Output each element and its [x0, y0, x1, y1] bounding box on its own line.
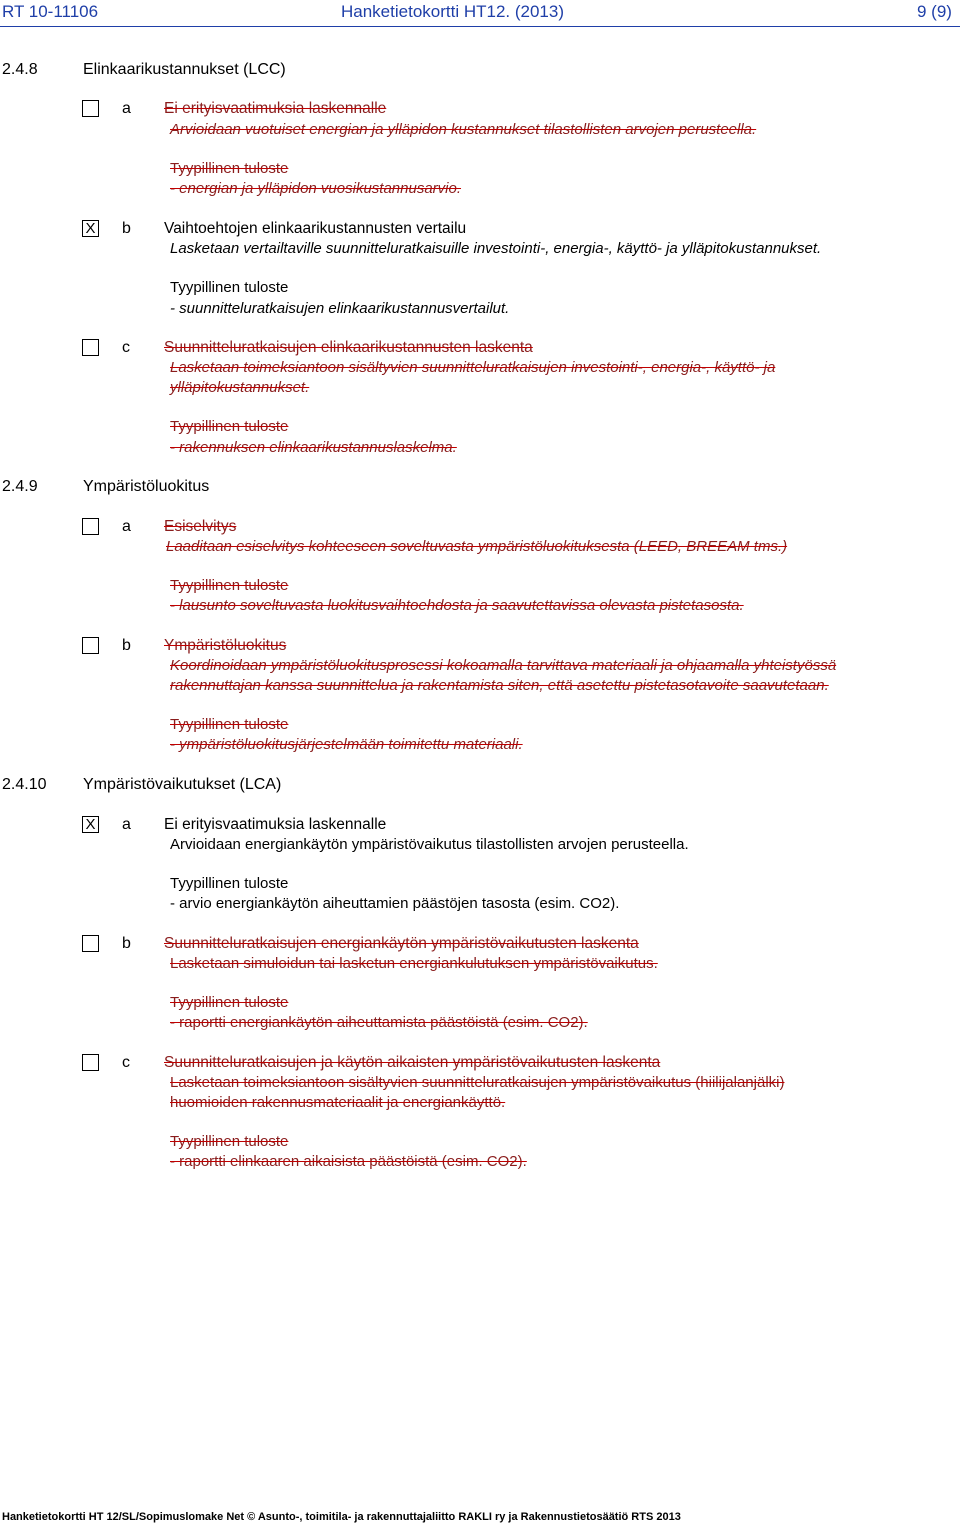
typical-output: - raportti elinkaaren aikaisista päästöistä (esim. CO2). — [170, 1153, 527, 1170]
checkbox-lca-c[interactable] — [82, 1054, 99, 1071]
option-description: Lasketaan vertailtaville suunnitteluratkaisuille investointi-, energia-, käyttö- ja ylläpitokustannukset. — [170, 240, 822, 257]
option-title: Suunnitteluratkaisujen elinkaarikustannusten laskenta — [164, 339, 533, 356]
typical-output-label: Tyypillinen tuloste — [170, 418, 289, 435]
option-description: Arvioidaan energiankäytön ympäristövaikutus tilastollisten arvojen perusteella. — [170, 836, 689, 853]
option-description: Lasketaan simuloidun tai lasketun energiankulutuksen ympäristövaikutus. — [170, 955, 658, 972]
option-description: Lasketaan toimeksiantoon sisältyvien suunnitteluratkaisujen ympäristövaikutus (hiilijalanjälki) — [170, 1074, 785, 1091]
typical-output-label: Tyypillinen tuloste — [170, 716, 289, 733]
typical-output: - lausunto soveltuvasta luokitusvaihtoehdosta ja saavutettavissa olevasta pistetasosta. — [170, 597, 744, 614]
section-title-2410: Ympäristövaikutukset (LCA) — [83, 776, 282, 793]
typical-output: - arvio energiankäytön aiheuttamien päästöjen tasosta (esim. CO2). — [170, 895, 620, 912]
typical-output: - energian ja ylläpidon vuosikustannusarvio. — [170, 180, 462, 197]
option-letter: a — [122, 518, 131, 535]
typical-output-label: Tyypillinen tuloste — [170, 279, 289, 296]
option-letter: a — [122, 100, 131, 117]
option-description: huomioiden rakennusmateriaalit ja energiankäyttö. — [170, 1094, 506, 1111]
option-letter: b — [122, 637, 131, 654]
checkbox-lcc-b[interactable]: X — [82, 220, 99, 237]
typical-output-label: Tyypillinen tuloste — [170, 577, 289, 594]
option-title: Vaihtoehtojen elinkaarikustannusten vertailu — [164, 220, 467, 237]
section-number-2410: 2.4.10 — [2, 776, 47, 793]
option-title: Ei erityisvaatimuksia laskennalle — [164, 816, 387, 833]
option-description: Arvioidaan vuotuiset energian ja ylläpidon kustannukset tilastollisten arvojen perusteella. — [170, 121, 757, 138]
section-number-248: 2.4.8 — [2, 61, 38, 78]
page-footer: Hanketietokortti HT 12/SL/Sopimuslomake Net © Asunto-, toimitila- ja rakennuttajaliitto RAKLI ry ja Rakennustietosäätiö RTS 2013 — [2, 1511, 681, 1523]
section-title-249: Ympäristöluokitus — [83, 478, 210, 495]
option-description: Koordinoidaan ympäristöluokitusprosessi kokoamalla tarvittava materiaali ja ohjaamalla yhteistyössä — [170, 657, 837, 674]
option-title: Ei erityisvaatimuksia laskennalle — [164, 100, 387, 117]
section-number-249: 2.4.9 — [2, 478, 38, 495]
document-code: RT 10-11106 — [2, 2, 99, 21]
option-title: Suunnitteluratkaisujen ja käytön aikaisten ympäristövaikutusten laskenta — [164, 1054, 661, 1071]
checkbox-env-a[interactable] — [82, 518, 99, 535]
option-description: ylläpitokustannukset. — [170, 379, 310, 396]
option-description: Laaditaan esiselvitys kohteeseen soveltuvasta ympäristöluokituksesta (LEED, BREEAM tms.) — [166, 538, 788, 555]
option-letter: b — [122, 935, 131, 952]
checkbox-lcc-c[interactable] — [82, 339, 99, 356]
typical-output-label: Tyypillinen tuloste — [170, 1133, 289, 1150]
checkbox-env-b[interactable] — [82, 637, 99, 654]
typical-output: - suunnitteluratkaisujen elinkaarikustannusvertailut. — [170, 300, 510, 317]
typical-output: - ympäristöluokitusjärjestelmään toimitettu materiaali. — [170, 736, 523, 753]
typical-output-label: Tyypillinen tuloste — [170, 160, 289, 177]
option-letter: c — [122, 1054, 130, 1071]
option-title: Esiselvitys — [164, 518, 237, 535]
document-title: Hanketietokortti HT12. (2013) — [341, 2, 564, 21]
header-rule — [0, 26, 960, 27]
option-title: Ympäristöluokitus — [164, 637, 287, 654]
typical-output-label: Tyypillinen tuloste — [170, 875, 289, 892]
option-description: Lasketaan toimeksiantoon sisältyvien suunnitteluratkaisujen investointi-, energia-, käyttö- ja — [170, 359, 776, 376]
option-letter: b — [122, 220, 131, 237]
typical-output: - rakennuksen elinkaarikustannuslaskelma. — [170, 439, 457, 456]
checkbox-lca-b[interactable] — [82, 935, 99, 952]
checkbox-lcc-a[interactable] — [82, 100, 99, 117]
option-letter: a — [122, 816, 131, 833]
option-title: Suunnitteluratkaisujen energiankäytön ympäristövaikutusten laskenta — [164, 935, 639, 952]
typical-output-label: Tyypillinen tuloste — [170, 994, 289, 1011]
section-title-248: Elinkaarikustannukset (LCC) — [83, 61, 286, 78]
typical-output: - raportti energiankäytön aiheuttamista päästöistä (esim. CO2). — [170, 1014, 588, 1031]
option-description: rakennuttajan kanssa suunnittelua ja rakentamista siten, että asetettu pistetasotavoite saavutetaan. — [170, 677, 829, 694]
option-letter: c — [122, 339, 130, 356]
checkbox-lca-a[interactable]: X — [82, 816, 99, 833]
page-number: 9 (9) — [917, 2, 952, 21]
